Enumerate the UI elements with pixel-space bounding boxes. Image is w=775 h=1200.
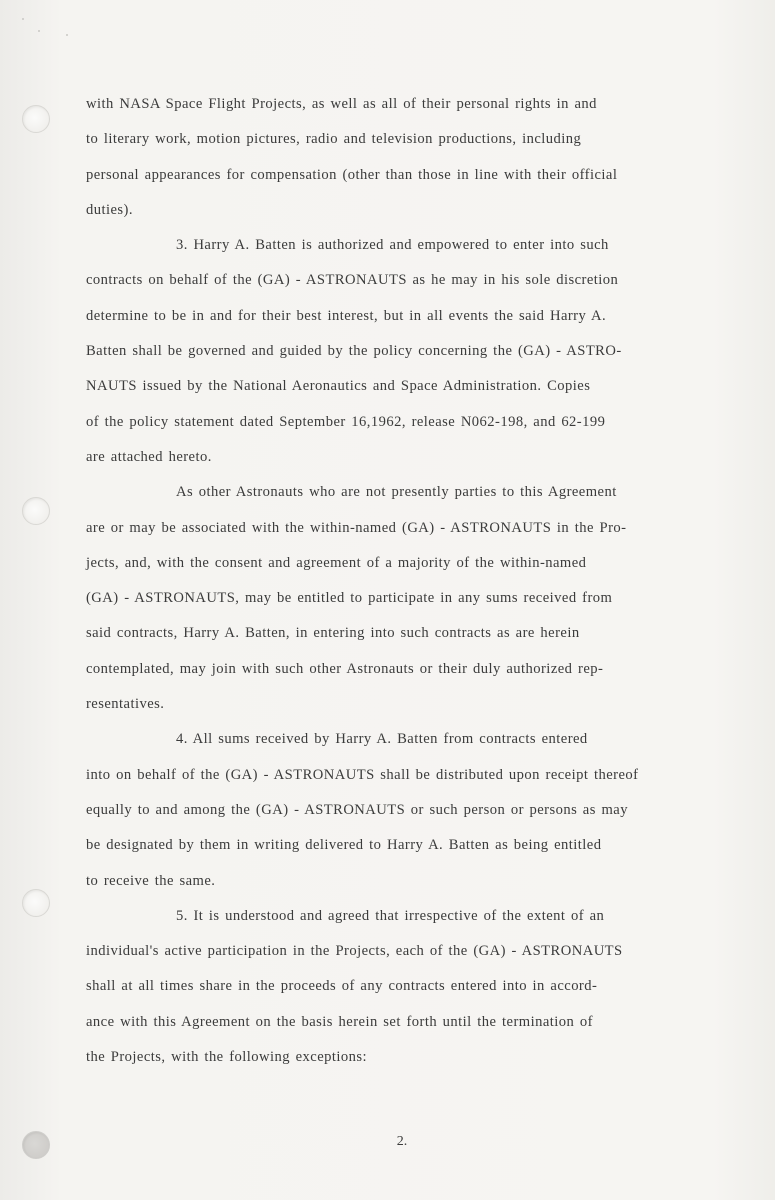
paragraph-3-start: 3. Harry A. Batten is authorized and empowered to enter into such	[176, 237, 609, 254]
text-line: equally to and among the (GA) - ASTRONAUTS or such person or persons as may	[86, 801, 628, 818]
punch-hole	[22, 105, 50, 133]
paper-speck	[38, 30, 40, 32]
paper-speck	[66, 34, 68, 36]
text-line: (GA) - ASTRONAUTS, may be entitled to participate in any sums received from	[86, 590, 613, 607]
text-line: resentatives.	[86, 696, 165, 713]
paragraph-4-start: 4. All sums received by Harry A. Batten from contracts entered	[176, 731, 588, 748]
text-line: into on behalf of the (GA) - ASTRONAUTS shall be distributed upon receipt thereof	[86, 766, 639, 783]
text-line: Batten shall be governed and guided by the policy concerning the (GA) - ASTRO-	[86, 343, 622, 360]
punch-hole	[22, 889, 50, 917]
paper-speck	[22, 18, 24, 20]
text-line: are attached hereto.	[86, 448, 212, 465]
text-line: duties).	[86, 201, 133, 218]
paragraph-5-start: 5. It is understood and agreed that irrespective of the extent of an	[176, 907, 605, 924]
text-line: are or may be associated with the within-named (GA) - ASTRONAUTS in the Pro-	[86, 519, 627, 536]
text-line: of the policy statement dated September 16,1962, release N062-198, and 62-199	[86, 413, 606, 430]
text-line: personal appearances for compensation (other than those in line with their official	[86, 166, 618, 183]
paragraph-other-astronauts-start: As other Astronauts who are not presently parties to this Agreement	[176, 484, 617, 501]
body-text	[86, 90, 736, 1078]
text-line: shall at all times share in the proceeds of any contracts entered into in accord-	[86, 978, 598, 995]
text-line: to receive the same.	[86, 872, 216, 889]
text-line: individual's active participation in the Projects, each of the (GA) - ASTRONAUTS	[86, 943, 623, 960]
text-line: ance with this Agreement on the basis herein set forth until the termination of	[86, 1013, 593, 1030]
text-line: be designated by them in writing delivered to Harry A. Batten as being entitled	[86, 837, 602, 854]
text-line: the Projects, with the following exceptions:	[86, 1049, 368, 1066]
text-line: said contracts, Harry A. Batten, in entering into such contracts as are herein	[86, 625, 580, 642]
text-line: NAUTS issued by the National Aeronautics and Space Administration. Copies	[86, 378, 591, 395]
text-line: jects, and, with the consent and agreement of a majority of the within-named	[86, 554, 587, 571]
page-number: 2.	[396, 1134, 408, 1149]
text-line: determine to be in and for their best interest, but in all events the said Harry A.	[86, 307, 607, 324]
text-line: contemplated, may join with such other Astronauts or their duly authorized rep-	[86, 660, 604, 677]
text-line: to literary work, motion pictures, radio and television productions, including	[86, 131, 582, 148]
punch-hole	[22, 497, 50, 525]
text-line: with NASA Space Flight Projects, as well as all of their personal rights in and	[86, 96, 597, 112]
punch-hole	[22, 1131, 50, 1159]
text-line: contracts on behalf of the (GA) - ASTRONAUTS as he may in his sole discretion	[86, 272, 619, 289]
